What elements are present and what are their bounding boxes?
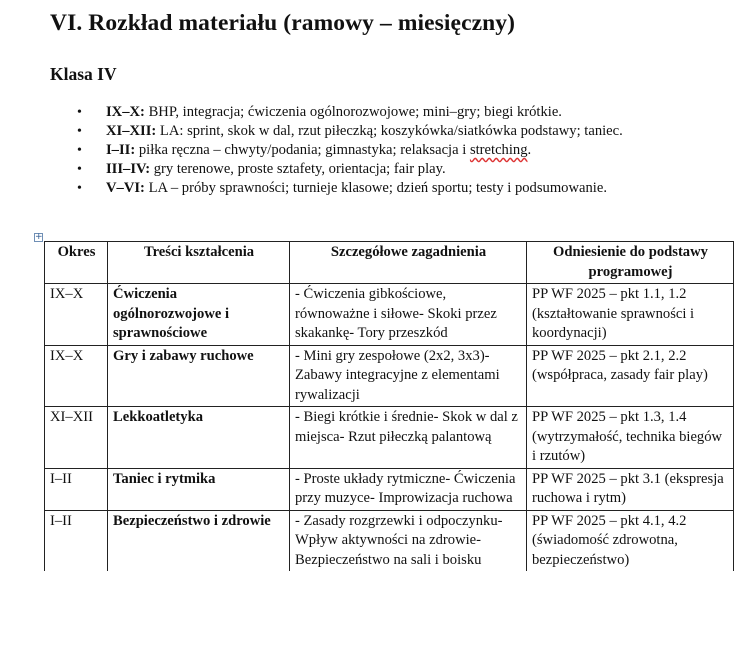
cell-odniesienie: PP WF 2025 – pkt 2.1, 2.2 (współpraca, zasady fair play) [527,345,734,407]
topics-list [68,103,728,198]
topic-text-end: . [527,142,532,158]
cell-odniesienie: PP WF 2025 – pkt 1.1, 1.2 (kształtowanie sprawności i koordynacji) [527,284,734,346]
header-zagadnienia: Szczegółowe zagadnienia [290,242,527,284]
cell-tresci: Taniec i rytmika [108,468,290,510]
cell-tresci: Ćwiczenia ogólnorozwojowe i sprawnościowe [108,284,290,346]
cell-tresci: Lekkoatletyka [108,407,290,469]
list-item [68,160,728,179]
list-item [68,103,728,122]
schedule-table [44,241,734,571]
table-move-handle-icon[interactable]: + [35,232,43,242]
cell-zagadnienia: - Zasady rozgrzewki i odpoczynku- Wpływ aktywności na zdrowie- Bezpieczeństwo na sali i boisku [290,510,527,571]
class-heading: Klasa IV [50,64,117,84]
list-item [68,141,728,160]
period-label: V–VI: [106,180,145,196]
cell-tresci: Bezpieczeństwo i zdrowie [108,510,290,571]
cell-zagadnienia: - Ćwiczenia gibkościowe, równoważne i siłowe- Skoki przez skakankę- Tory przeszkód [290,284,527,346]
header-odniesienie: Odniesienie do podstawy programowej [527,242,734,284]
spellcheck-word: stretching [469,142,528,158]
period-label: III–IV: [106,161,151,177]
period-label: I–II: [106,142,136,158]
cell-okres: I–II [45,468,108,510]
header-okres: Okres [45,242,108,284]
topic-text: piłka ręczna – chwyty/podania; gimnastyka; relaksacja i [135,142,470,158]
table-row [45,510,734,571]
topic-text: gry terenowe, proste sztafety, orientacja; fair play. [150,161,446,177]
table-row [45,284,734,346]
cell-zagadnienia: - Proste układy rytmiczne- Ćwiczenia przy muzyce- Improwizacja ruchowa [290,468,527,510]
topic-text: LA – próby sprawności; turnieje klasowe; dzień sportu; testy i podsumowanie. [144,180,607,196]
period-label: IX–X: [106,104,145,120]
cell-zagadnienia: - Mini gry zespołowe (2x2, 3x3)- Zabawy integracyjne z elementami rywalizacji [290,345,527,407]
header-tresci: Treści kształcenia [108,242,290,284]
cell-okres: XI–XII [45,407,108,469]
cell-odniesienie: PP WF 2025 – pkt 3.1 (ekspresja ruchowa i rytm) [527,468,734,510]
table-header-row [45,242,734,284]
table-row [45,468,734,510]
cell-okres: IX–X [45,284,108,346]
topic-text: LA: sprint, skok w dal, rzut piłeczką; koszykówka/siatkówka podstawy; taniec. [156,123,623,139]
cell-odniesienie: PP WF 2025 – pkt 4.1, 4.2 (świadomość zdrowotna, bezpieczeństwo) [527,510,734,571]
cell-tresci: Gry i zabawy ruchowe [108,345,290,407]
list-item [68,122,728,141]
cell-okres: IX–X [45,345,108,407]
topic-text: BHP, integracja; ćwiczenia ogólnorozwojowe; mini–gry; biegi krótkie. [144,104,562,120]
cell-okres: I–II [45,510,108,571]
table-row [45,407,734,469]
period-label: XI–XII: [106,123,157,139]
cell-odniesienie: PP WF 2025 – pkt 1.3, 1.4 (wytrzymałość, technika biegów i rzutów) [527,407,734,469]
table-row [45,345,734,407]
section-title: VI. Rozkład materiału (ramowy – miesięczny) [50,10,516,36]
cell-zagadnienia: - Biegi krótkie i średnie- Skok w dal z miejsca- Rzut piłeczką palantową [290,407,527,469]
list-item [68,179,728,198]
